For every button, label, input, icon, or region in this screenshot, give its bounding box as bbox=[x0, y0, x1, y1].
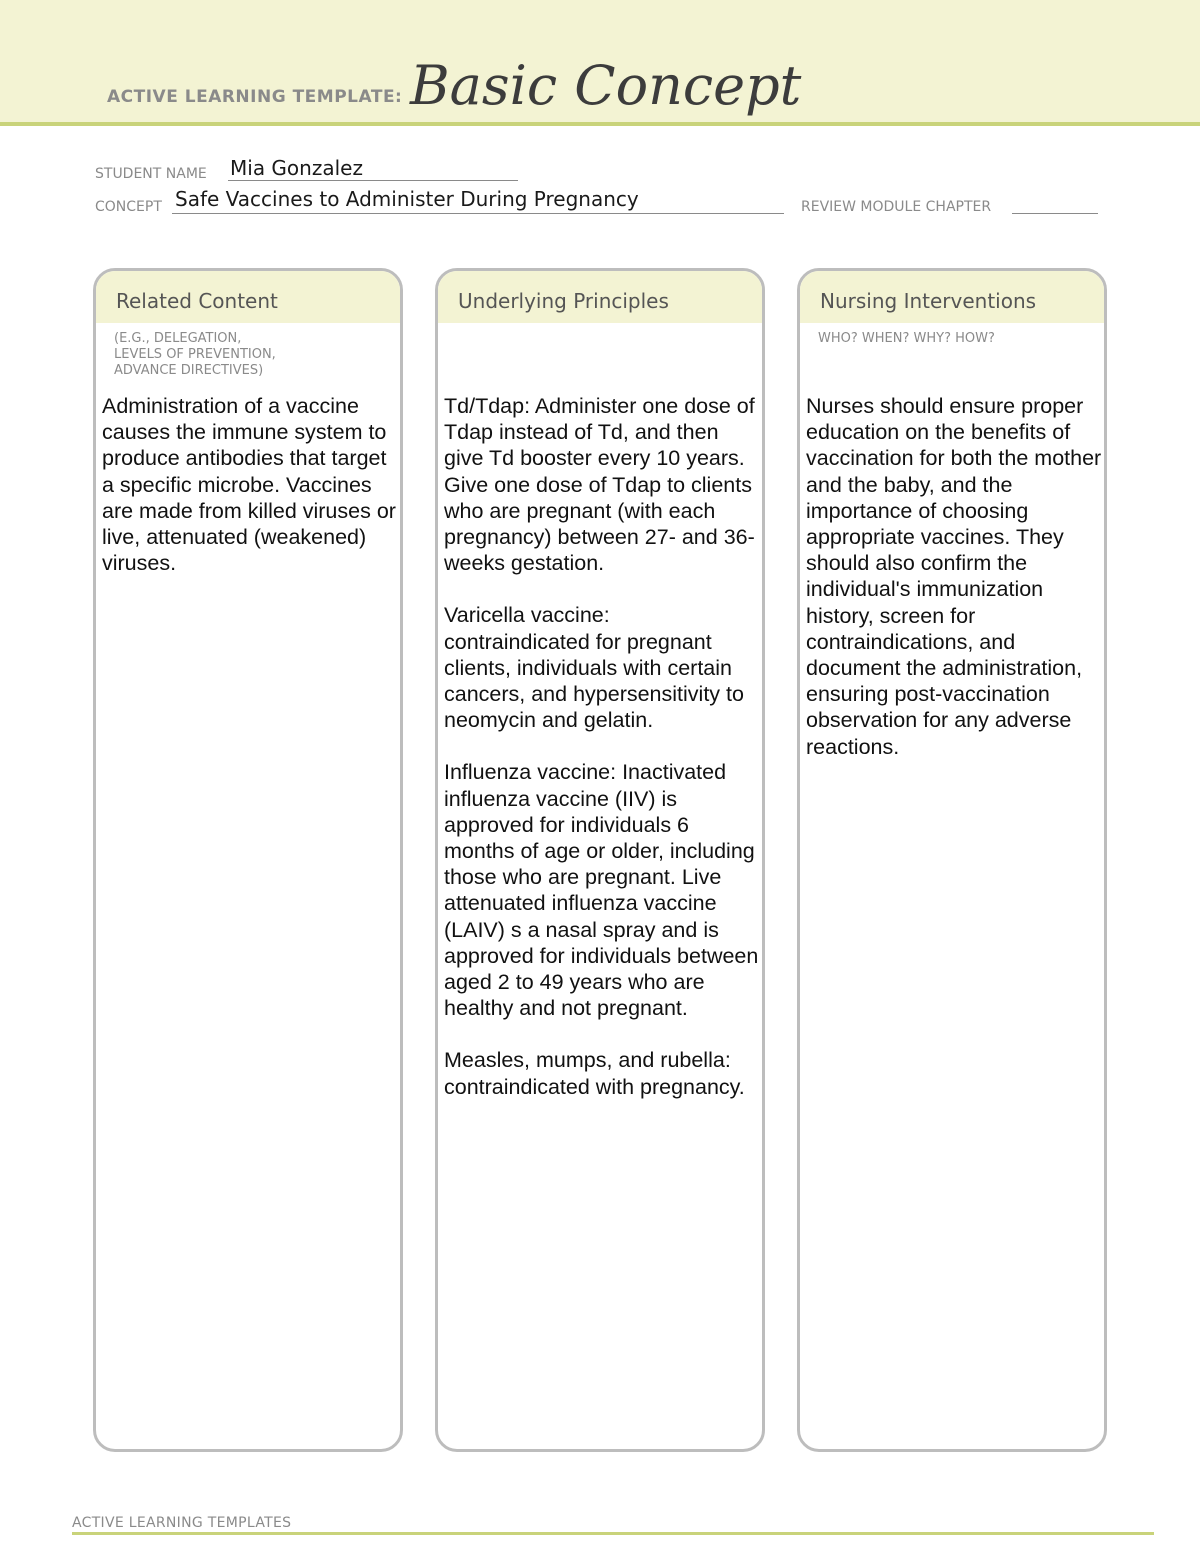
nursing-interventions-title: Nursing Interventions bbox=[820, 289, 1037, 313]
underlying-principles-card bbox=[435, 268, 765, 1452]
related-content-paragraph: Administration of a vaccine causes the immune system to produce antibodies that target a specific microbe. Vaccines are made from killed viruses or live, attenuated (weakened) viruses. bbox=[102, 394, 396, 576]
concept-line bbox=[172, 213, 784, 214]
footer-rule bbox=[72, 1532, 1154, 1535]
template-label: ACTIVE LEARNING TEMPLATE: bbox=[107, 87, 403, 107]
student-name-label: STUDENT NAME bbox=[95, 166, 207, 182]
related-content-title: Related Content bbox=[116, 289, 278, 313]
nursing-interventions-card bbox=[797, 268, 1107, 1452]
footer-label: ACTIVE LEARNING TEMPLATES bbox=[72, 1515, 292, 1531]
nursing-interventions-body[interactable] bbox=[806, 393, 1106, 786]
underlying-principles-title: Underlying Principles bbox=[458, 289, 669, 313]
nursing-interventions-subtitle: WHO? WHEN? WHY? HOW? bbox=[818, 331, 995, 346]
underlying-principles-body[interactable] bbox=[444, 393, 760, 1126]
underlying-paragraph-mmr: Measles, mumps, and rubella: contraindicated with pregnancy. bbox=[444, 1048, 745, 1099]
concept-label: CONCEPT bbox=[95, 199, 162, 215]
related-content-card bbox=[93, 268, 403, 1452]
related-content-subtitle: (E.G., DELEGATION, LEVELS OF PREVENTION, ADVANCE DIRECTIVES) bbox=[114, 331, 276, 378]
concept-field[interactable]: Safe Vaccines to Administer During Pregnancy bbox=[175, 187, 639, 211]
related-content-body[interactable] bbox=[102, 393, 398, 602]
review-module-field[interactable] bbox=[1012, 213, 1098, 214]
nursing-interventions-paragraph: Nurses should ensure proper education on the benefits of vaccination for both the mother and the baby, and the importance of choosing appropriate vaccines. They should also confirm the individual's immunization history, screen for contraindications, and document the administration, ensuring post-vaccination observation for any adverse reactions. bbox=[806, 394, 1102, 759]
underlying-paragraph-varicella: Varicella vaccine: contraindicated for pregnant clients, individuals with certain cancers, and hypersensitivity to neomycin and gelatin. bbox=[444, 603, 744, 733]
review-module-label: REVIEW MODULE CHAPTER bbox=[801, 199, 992, 215]
underlying-paragraph-tdap: Td/Tdap: Administer one dose of Tdap instead of Td, and then give Td booster every 10 years. Give one dose of Tdap to clients who are pregnant (with each pregnancy) between 27- and 36-weeks gestation. bbox=[444, 394, 755, 576]
header-rule bbox=[0, 122, 1200, 126]
student-name-line bbox=[228, 180, 518, 181]
student-name-field[interactable]: Mia Gonzalez bbox=[230, 156, 363, 180]
page-title: Basic Concept bbox=[410, 54, 802, 117]
underlying-paragraph-influenza: Influenza vaccine: Inactivated influenza vaccine (IIV) is approved for individuals 6 months of age or older, including those who are pregnant. Live attenuated influenza vaccine (LAIV) s a nasal spray and is approved for individuals between aged 2 to 49 years who are healthy and not pregnant. bbox=[444, 760, 759, 1021]
